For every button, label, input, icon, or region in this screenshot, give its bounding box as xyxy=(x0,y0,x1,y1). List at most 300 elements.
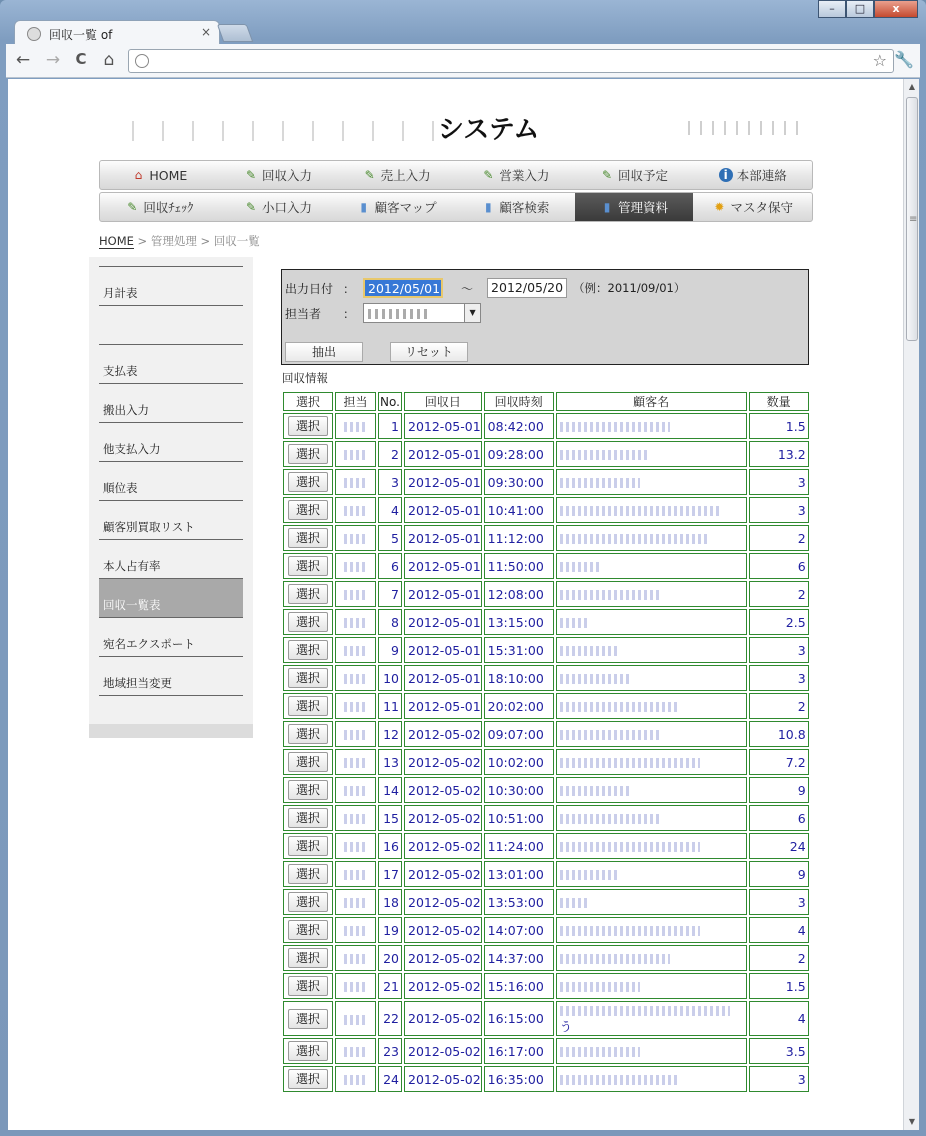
table-row xyxy=(283,945,809,971)
select-row-button[interactable]: 選択 xyxy=(288,584,328,604)
select-row-button[interactable]: 選択 xyxy=(288,416,328,436)
quantity-cell: 1.5 xyxy=(749,413,809,439)
table-row xyxy=(283,889,809,915)
collection-date-cell: 2012-05-02 xyxy=(404,805,482,831)
menu-item-label: 管理資料 xyxy=(618,200,669,215)
quantity-cell: 1.5 xyxy=(749,973,809,999)
quantity-cell: 3 xyxy=(749,1066,809,1092)
staff-cell xyxy=(335,805,376,831)
menu-item-label: 回収ﾁｪｯｸ xyxy=(143,200,194,215)
customer-name-cell[interactable] xyxy=(556,973,747,999)
quantity-cell: 7.2 xyxy=(749,749,809,775)
select-row-button[interactable]: 選択 xyxy=(288,892,328,912)
customer-name-cell[interactable] xyxy=(556,777,747,803)
row-number-cell: 24 xyxy=(378,1066,402,1092)
customer-name-masked[interactable] xyxy=(560,478,640,488)
collection-time-cell: 09:28:00 xyxy=(484,441,554,467)
sidebar-item-label: 本人占有率 xyxy=(103,559,161,573)
sidebar-item[interactable] xyxy=(99,345,243,384)
customer-name-cell[interactable] xyxy=(556,525,747,551)
select-cell xyxy=(283,805,333,831)
column-header: 担当 xyxy=(335,392,376,411)
quantity-cell: 9 xyxy=(749,777,809,803)
reset-button[interactable]: リセット xyxy=(390,342,468,362)
select-cell xyxy=(283,749,333,775)
staff-cell xyxy=(335,721,376,747)
customer-name-cell[interactable] xyxy=(556,945,747,971)
leaf-icon: ✎ xyxy=(245,200,257,214)
chart-icon: ▮ xyxy=(360,200,367,214)
row-number-cell: 19 xyxy=(378,917,402,943)
row-number-cell: 5 xyxy=(378,525,402,551)
select-row-button[interactable]: 選択 xyxy=(288,836,328,856)
collection-time-cell: 09:07:00 xyxy=(484,721,554,747)
window-close-button[interactable]: x xyxy=(874,0,918,18)
collection-date-cell: 2012-05-01 xyxy=(404,609,482,635)
menu-item-label: 回収予定 xyxy=(618,168,669,183)
main-menu-bottom xyxy=(99,192,813,222)
select-cell xyxy=(283,1001,333,1036)
staff-cell xyxy=(335,861,376,887)
collection-table xyxy=(281,390,811,1094)
customer-name-masked[interactable] xyxy=(560,898,590,908)
quantity-cell: 24 xyxy=(749,833,809,859)
staff-masked xyxy=(344,478,368,488)
site-title xyxy=(118,109,678,146)
customer-name-masked[interactable] xyxy=(560,814,660,824)
sidebar-item[interactable] xyxy=(99,462,243,501)
customer-name-masked[interactable] xyxy=(560,786,630,796)
sidebar-item[interactable] xyxy=(99,384,243,423)
sidebar-item[interactable] xyxy=(99,267,243,306)
collection-time-cell: 10:41:00 xyxy=(484,497,554,523)
collection-date-cell: 2012-05-02 xyxy=(404,1038,482,1064)
row-number-cell: 6 xyxy=(378,553,402,579)
customer-name-cell[interactable] xyxy=(556,693,747,719)
select-cell xyxy=(283,525,333,551)
customer-name-cell[interactable] xyxy=(556,609,747,635)
menu-item[interactable] xyxy=(337,193,456,221)
tab-bar xyxy=(8,14,888,44)
customer-name-tail: う xyxy=(559,1019,573,1034)
quantity-cell: 3 xyxy=(749,889,809,915)
wrench-icon[interactable]: 🔧 xyxy=(894,50,914,69)
menu-item[interactable] xyxy=(337,161,456,189)
customer-name-cell[interactable] xyxy=(556,581,747,607)
staff-masked xyxy=(344,814,368,824)
collection-time-cell: 11:12:00 xyxy=(484,525,554,551)
table-row xyxy=(283,525,809,551)
tab-title: 回収一覧 of xyxy=(49,28,113,42)
select-row-button[interactable]: 選択 xyxy=(288,640,328,660)
staff-cell xyxy=(335,917,376,943)
menu-item[interactable] xyxy=(219,193,338,221)
menu-item[interactable] xyxy=(456,161,575,189)
collection-time-cell: 18:10:00 xyxy=(484,665,554,691)
collection-time-cell: 10:30:00 xyxy=(484,777,554,803)
staff-masked xyxy=(344,1047,368,1057)
menu-item[interactable] xyxy=(575,161,694,189)
menu-item[interactable] xyxy=(693,161,812,189)
column-header: No. xyxy=(378,392,402,411)
menu-item-label: 顧客マップ xyxy=(374,200,437,215)
customer-name-masked[interactable] xyxy=(560,870,620,880)
customer-name-masked[interactable] xyxy=(560,562,600,572)
customer-name-masked[interactable] xyxy=(560,534,710,544)
select-cell xyxy=(283,917,333,943)
row-number-cell: 3 xyxy=(378,469,402,495)
forward-arrow-icon[interactable]: → xyxy=(45,50,61,70)
table-row xyxy=(283,805,809,831)
table-row xyxy=(283,749,809,775)
customer-name-masked[interactable] xyxy=(560,646,620,656)
column-header: 回収時刻 xyxy=(484,392,554,411)
menu-item[interactable] xyxy=(219,161,338,189)
customer-name-cell[interactable] xyxy=(556,889,747,915)
select-row-button[interactable]: 選択 xyxy=(288,948,328,968)
breadcrumb-separator: > xyxy=(200,234,211,248)
select-cell xyxy=(283,441,333,467)
table-row xyxy=(283,917,809,943)
collection-date-cell: 2012-05-01 xyxy=(404,525,482,551)
address-bar[interactable] xyxy=(128,49,894,73)
collection-time-cell: 11:50:00 xyxy=(484,553,554,579)
minimize-button[interactable]: – xyxy=(818,0,846,18)
customer-name-cell[interactable] xyxy=(556,413,747,439)
collection-date-cell: 2012-05-01 xyxy=(404,637,482,663)
menu-item-label: 売上入力 xyxy=(380,168,431,183)
collection-date-cell: 2012-05-02 xyxy=(404,749,482,775)
select-cell xyxy=(283,973,333,999)
row-number-cell: 23 xyxy=(378,1038,402,1064)
select-cell xyxy=(283,777,333,803)
customer-name-masked[interactable] xyxy=(560,618,590,628)
select-cell xyxy=(283,1066,333,1092)
collection-date-cell: 2012-05-02 xyxy=(404,721,482,747)
select-row-button[interactable]: 選択 xyxy=(288,472,328,492)
sidebar-item[interactable] xyxy=(99,540,243,579)
customer-name-cell[interactable] xyxy=(556,553,747,579)
menu-item[interactable] xyxy=(575,193,694,221)
breadcrumb xyxy=(99,233,260,249)
customer-name-masked[interactable] xyxy=(560,730,660,740)
customer-name-cell[interactable] xyxy=(556,497,747,523)
menu-item-label: 営業入力 xyxy=(499,168,550,183)
home-icon[interactable]: ⌂ xyxy=(103,50,115,70)
table-row xyxy=(283,637,809,663)
select-cell xyxy=(283,637,333,663)
quantity-cell: 4 xyxy=(749,917,809,943)
row-number-cell: 14 xyxy=(378,777,402,803)
chevron-down-icon: ▼ xyxy=(464,304,480,322)
favicon-icon xyxy=(27,27,41,41)
sidebar-item[interactable] xyxy=(99,423,243,462)
staff-masked xyxy=(344,1015,368,1025)
chart-icon: ▮ xyxy=(603,200,611,214)
bookmark-star-icon[interactable]: ☆ xyxy=(872,51,887,70)
date-range-tilde: ～ xyxy=(461,281,474,296)
new-tab-button[interactable] xyxy=(217,24,254,42)
select-cell xyxy=(283,721,333,747)
table-row xyxy=(283,441,809,467)
staff-cell xyxy=(335,665,376,691)
staff-masked xyxy=(344,534,368,544)
customer-name-masked[interactable] xyxy=(560,506,720,516)
customer-name-cell[interactable] xyxy=(556,749,747,775)
sidebar-item-label: 宛名エクスポート xyxy=(103,637,195,651)
quantity-cell: 2 xyxy=(749,525,809,551)
date-colon: ： xyxy=(343,281,356,296)
staff-cell xyxy=(335,1038,376,1064)
customer-name-cell[interactable] xyxy=(556,917,747,943)
select-cell xyxy=(283,945,333,971)
customer-name-cell[interactable] xyxy=(556,1038,747,1064)
row-number-cell: 22 xyxy=(378,1001,402,1036)
select-row-button[interactable]: 選択 xyxy=(288,444,328,464)
menu-item[interactable] xyxy=(100,161,219,189)
leaf-icon: ✎ xyxy=(245,168,257,182)
customer-name-cell[interactable] xyxy=(556,469,747,495)
row-number-cell: 11 xyxy=(378,693,402,719)
staff-cell xyxy=(335,749,376,775)
sidebar-item[interactable] xyxy=(99,306,243,345)
customer-name-masked[interactable] xyxy=(560,1075,680,1085)
collection-time-cell: 10:02:00 xyxy=(484,749,554,775)
quantity-cell: 3 xyxy=(749,497,809,523)
select-row-button[interactable]: 選択 xyxy=(288,500,328,520)
breadcrumb-home-link[interactable]: HOME xyxy=(99,234,134,248)
collection-date-cell: 2012-05-01 xyxy=(404,693,482,719)
select-row-button[interactable]: 選択 xyxy=(288,528,328,548)
customer-name-masked[interactable] xyxy=(560,1006,730,1016)
menu-item-label: 回収入力 xyxy=(262,168,313,183)
customer-name-masked[interactable] xyxy=(560,450,650,460)
collection-time-cell: 20:02:00 xyxy=(484,693,554,719)
customer-name-cell[interactable] xyxy=(556,861,747,887)
collection-date-cell: 2012-05-02 xyxy=(404,1001,482,1036)
select-row-button[interactable]: 選択 xyxy=(288,920,328,940)
select-row-button[interactable]: 選択 xyxy=(288,752,328,772)
collection-date-cell: 2012-05-02 xyxy=(404,833,482,859)
collection-time-cell: 12:08:00 xyxy=(484,581,554,607)
sidebar-item[interactable] xyxy=(99,579,243,618)
globe-icon xyxy=(135,54,149,68)
browser-tab[interactable] xyxy=(14,20,220,46)
menu-item[interactable] xyxy=(100,193,219,221)
select-row-button[interactable]: 選択 xyxy=(288,612,328,632)
select-row-button[interactable]: 選択 xyxy=(288,1009,328,1029)
select-row-button[interactable]: 選択 xyxy=(288,556,328,576)
customer-name-cell[interactable] xyxy=(556,637,747,663)
staff-colon: ： xyxy=(343,306,356,321)
customer-name-masked[interactable] xyxy=(560,926,700,936)
customer-name-cell[interactable] xyxy=(556,1066,747,1092)
customer-name-masked[interactable] xyxy=(560,674,630,684)
quantity-cell: 6 xyxy=(749,553,809,579)
row-number-cell: 13 xyxy=(378,749,402,775)
sidebar-item[interactable] xyxy=(99,657,243,696)
staff-cell xyxy=(335,609,376,635)
select-cell xyxy=(283,553,333,579)
staff-cell xyxy=(335,553,376,579)
sidebar-item-label: 回収一覧表 xyxy=(103,598,161,612)
collection-time-cell: 09:30:00 xyxy=(484,469,554,495)
sidebar-item[interactable] xyxy=(99,501,243,540)
vertical-scrollbar[interactable] xyxy=(903,79,919,1130)
row-number-cell: 1 xyxy=(378,413,402,439)
customer-name-masked[interactable] xyxy=(560,842,700,852)
staff-cell xyxy=(335,973,376,999)
select-row-button[interactable]: 選択 xyxy=(288,1069,328,1089)
staff-masked xyxy=(344,898,368,908)
table-row xyxy=(283,721,809,747)
gear-icon: ✹ xyxy=(714,200,725,214)
staff-masked xyxy=(344,590,368,600)
staff-cell xyxy=(335,1001,376,1036)
customer-name-masked[interactable] xyxy=(560,982,640,992)
select-row-button[interactable]: 選択 xyxy=(288,1041,328,1061)
customer-name-masked[interactable] xyxy=(560,590,660,600)
staff-masked xyxy=(344,1075,368,1085)
quantity-cell: 2 xyxy=(749,581,809,607)
collection-date-cell: 2012-05-01 xyxy=(404,497,482,523)
staff-masked xyxy=(344,702,368,712)
customer-name-masked[interactable] xyxy=(560,954,670,964)
select-cell xyxy=(283,413,333,439)
collection-date-cell: 2012-05-02 xyxy=(404,1066,482,1092)
leaf-icon: ✎ xyxy=(127,200,138,214)
breadcrumb-level1[interactable]: 管理処理 xyxy=(150,234,197,248)
row-number-cell: 7 xyxy=(378,581,402,607)
table-title: 回収情報 xyxy=(282,371,328,385)
browser-toolbar xyxy=(6,44,920,78)
collection-time-cell: 10:51:00 xyxy=(484,805,554,831)
staff-masked xyxy=(344,870,368,880)
customer-name-cell[interactable] xyxy=(556,441,747,467)
main-menu-top xyxy=(99,160,813,190)
date-example-hint: （例：2011/09/01） xyxy=(573,281,686,295)
menu-item[interactable] xyxy=(693,193,812,221)
collection-date-cell: 2012-05-01 xyxy=(404,441,482,467)
row-number-cell: 21 xyxy=(378,973,402,999)
quantity-cell: 13.2 xyxy=(749,441,809,467)
customer-name-masked[interactable] xyxy=(560,702,680,712)
sidebar-item-label: 支払表 xyxy=(103,364,138,378)
row-number-cell: 2 xyxy=(378,441,402,467)
collection-time-cell: 15:31:00 xyxy=(484,637,554,663)
row-number-cell: 15 xyxy=(378,805,402,831)
customer-name-masked[interactable] xyxy=(560,422,670,432)
table-row xyxy=(283,1066,809,1092)
collection-time-cell: 14:37:00 xyxy=(484,945,554,971)
sidebar-item[interactable] xyxy=(99,618,243,657)
sidebar-divider xyxy=(99,257,243,267)
staff-masked xyxy=(344,618,368,628)
select-row-button[interactable]: 選択 xyxy=(288,780,328,800)
row-number-cell: 17 xyxy=(378,861,402,887)
select-cell xyxy=(283,497,333,523)
staff-cell xyxy=(335,581,376,607)
maximize-button[interactable]: □ xyxy=(846,0,874,18)
select-cell xyxy=(283,665,333,691)
table-row xyxy=(283,973,809,999)
back-arrow-icon[interactable]: ← xyxy=(15,50,31,70)
sidebar-item-label: 他支払入力 xyxy=(103,442,161,456)
customer-name-cell[interactable] xyxy=(556,665,747,691)
select-row-button[interactable]: 選択 xyxy=(288,696,328,716)
staff-label: 担当者 xyxy=(285,306,322,321)
menu-item-label: マスタ保守 xyxy=(730,200,793,215)
scroll-thumb[interactable]: ≡ xyxy=(906,97,918,341)
select-row-button[interactable]: 選択 xyxy=(288,668,328,688)
table-row xyxy=(283,469,809,495)
select-row-button[interactable]: 選択 xyxy=(288,724,328,744)
sidebar-item-label: 搬出入力 xyxy=(103,403,149,417)
customer-name-masked[interactable] xyxy=(560,1047,640,1057)
collection-time-cell: 13:01:00 xyxy=(484,861,554,887)
extract-button[interactable]: 抽出 xyxy=(285,342,363,362)
select-row-button[interactable]: 選択 xyxy=(288,976,328,996)
staff-cell xyxy=(335,413,376,439)
table-row xyxy=(283,833,809,859)
customer-name-cell[interactable] xyxy=(556,833,747,859)
quantity-cell: 2.5 xyxy=(749,609,809,635)
menu-item-label: HOME xyxy=(149,167,188,183)
select-cell xyxy=(283,609,333,635)
collection-time-cell: 11:24:00 xyxy=(484,833,554,859)
menu-item[interactable] xyxy=(456,193,575,221)
search-panel xyxy=(281,269,809,365)
site-title-masked xyxy=(118,121,438,141)
tab-close-icon[interactable]: × xyxy=(200,25,211,39)
scroll-down-icon[interactable]: ▼ xyxy=(908,1117,916,1126)
select-row-button[interactable]: 選択 xyxy=(288,864,328,884)
date-to-input[interactable]: 2012/05/20 xyxy=(487,278,567,298)
row-number-cell: 9 xyxy=(378,637,402,663)
collection-date-cell: 2012-05-02 xyxy=(404,945,482,971)
column-header: 回収日 xyxy=(404,392,482,411)
date-from-input[interactable]: 2012/05/01 xyxy=(363,278,443,298)
row-number-cell: 20 xyxy=(378,945,402,971)
staff-masked xyxy=(344,758,368,768)
staff-masked xyxy=(344,954,368,964)
customer-name-masked[interactable] xyxy=(560,758,700,768)
staff-select[interactable] xyxy=(363,303,481,323)
customer-name-cell[interactable] xyxy=(556,721,747,747)
staff-masked xyxy=(344,730,368,740)
sidebar-footer xyxy=(89,724,253,738)
sidebar-item-label: 顧客別買取リスト xyxy=(103,520,195,534)
collection-time-cell: 16:15:00 xyxy=(484,1001,554,1036)
quantity-cell: 9 xyxy=(749,861,809,887)
reload-icon[interactable]: C xyxy=(75,50,87,68)
select-cell xyxy=(283,861,333,887)
collection-date-cell: 2012-05-02 xyxy=(404,889,482,915)
quantity-cell: 2 xyxy=(749,693,809,719)
staff-cell xyxy=(335,469,376,495)
customer-name-cell[interactable] xyxy=(556,1001,747,1036)
collection-date-cell: 2012-05-01 xyxy=(404,413,482,439)
breadcrumb-separator: > xyxy=(137,234,148,248)
select-cell xyxy=(283,889,333,915)
scroll-up-icon[interactable]: ▲ xyxy=(908,82,916,91)
quantity-cell: 4 xyxy=(749,1001,809,1036)
quantity-cell: 3 xyxy=(749,637,809,663)
select-row-button[interactable]: 選択 xyxy=(288,808,328,828)
staff-masked xyxy=(344,562,368,572)
customer-name-cell[interactable] xyxy=(556,805,747,831)
collection-time-cell: 15:16:00 xyxy=(484,973,554,999)
